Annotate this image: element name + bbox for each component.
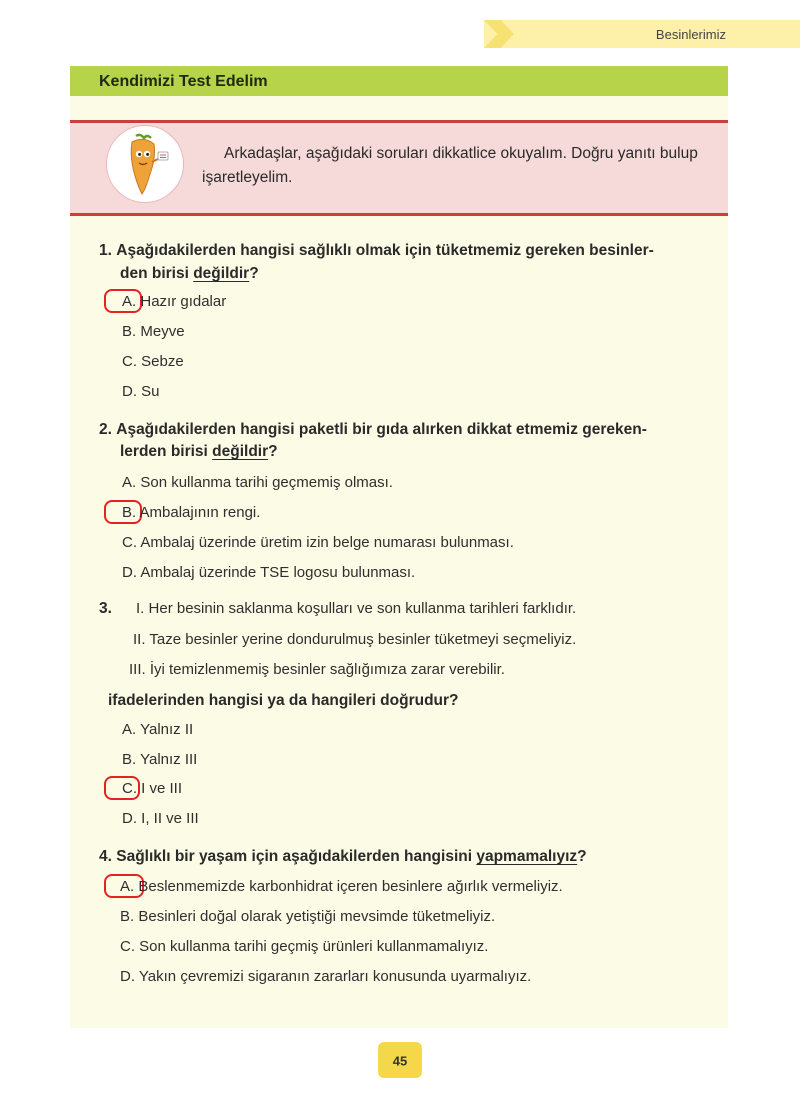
question-emphasis: değildir <box>212 443 269 460</box>
question-4 <box>99 848 587 866</box>
question-3-number <box>99 600 112 618</box>
option-label: C. <box>122 353 137 370</box>
statement-text: Taze besinler yerine dondurulmuş besinler tüketmeyi seçmeliyiz. <box>149 631 577 648</box>
option-text: Beslenmemizde karbonhidrat içeren besinlere ağırlık vermeliyiz. <box>138 878 563 895</box>
question-emphasis: yapmamalıyız <box>476 848 578 865</box>
question-text: Aşağıdakilerden hangisi sağlıklı olmak için tüketmemiz gereken besinler- <box>116 242 654 259</box>
intro-text-content: Arkadaşlar, aşağıdaki soruları dikkatlice okuyalım. Doğru yanıtı bulup işaretleyelim. <box>202 145 698 186</box>
question-number: 4. <box>99 848 112 865</box>
option-2c[interactable] <box>122 534 514 551</box>
question-2-line-2 <box>120 443 278 461</box>
option-label: D. <box>122 810 137 827</box>
option-text: Yalnız III <box>140 751 198 768</box>
question-number: 2. <box>99 421 112 438</box>
carrot-mascot-icon <box>122 132 170 196</box>
option-label: B. <box>122 751 137 768</box>
statement-2 <box>133 631 576 648</box>
option-text: I ve III <box>141 780 183 797</box>
option-4a[interactable] <box>120 878 563 895</box>
option-text: Ambalajının rengi. <box>139 504 261 521</box>
option-text: Su <box>141 383 160 400</box>
statement-numeral: II. <box>133 631 146 648</box>
question-text-part: den birisi <box>120 265 194 282</box>
option-4b[interactable] <box>120 908 495 925</box>
statement-text: İyi temizlenmemiş besinler sağlığımıza zarar verebilir. <box>149 661 505 678</box>
statement-text: Her besinin saklanma koşulları ve son kullanma tarihleri farklıdır. <box>148 600 577 617</box>
option-text: Besinleri doğal olarak yetiştiği mevsimde tüketmeliyiz. <box>138 908 496 925</box>
question-1-line-2 <box>120 265 259 283</box>
statement-3 <box>129 661 505 678</box>
option-text: Yakın çevremizi sigaranın zararları konusunda uyarmalıyız. <box>138 968 532 985</box>
option-label: B. <box>122 323 137 340</box>
option-label: D. <box>120 968 135 985</box>
option-text: Sebze <box>141 353 184 370</box>
option-2d[interactable] <box>122 564 415 581</box>
option-label: D. <box>122 564 137 581</box>
option-4c[interactable] <box>120 938 488 955</box>
option-3a[interactable] <box>122 721 193 738</box>
option-label: C. <box>120 938 135 955</box>
option-3d[interactable] <box>122 810 199 827</box>
option-1c[interactable] <box>122 353 184 370</box>
question-1 <box>99 242 654 260</box>
statement-numeral: III. <box>129 661 146 678</box>
option-label: B. <box>120 908 135 925</box>
statement-1 <box>136 600 576 617</box>
question-text: ifadelerinden hangisi ya da hangileri doğrudur? <box>108 692 459 709</box>
chapter-title: Besinlerimiz <box>655 27 726 42</box>
question-number: 3. <box>99 600 112 617</box>
statement-numeral: I. <box>136 600 145 617</box>
option-2b[interactable] <box>122 504 260 521</box>
option-3b[interactable] <box>122 751 197 768</box>
option-1a[interactable] <box>122 293 226 310</box>
option-text: Son kullanma tarihi geçmiş ürünleri kullanmamalıyız. <box>139 938 489 955</box>
option-text: Meyve <box>140 323 185 340</box>
question-number: 1. <box>99 242 112 259</box>
page-number: 45 <box>392 1053 408 1069</box>
option-text: Hazır gıdalar <box>140 293 227 310</box>
option-text: I, II ve III <box>141 810 199 827</box>
option-1b[interactable] <box>122 323 185 340</box>
option-text: Ambalaj üzerinde TSE logosu bulunması. <box>140 564 416 581</box>
option-text: Ambalaj üzerinde üretim izin belge numarası bulunması. <box>140 534 514 551</box>
question-text-part: ? <box>577 848 587 865</box>
question-2 <box>99 421 647 439</box>
question-text: Sağlıklı bir yaşam için aşağıdakilerden hangisini <box>116 848 477 865</box>
option-label: A. <box>122 474 137 491</box>
question-3-stem <box>108 692 459 710</box>
question-text-part: ? <box>249 265 259 282</box>
option-label: A. <box>120 878 135 895</box>
option-label: B. <box>122 504 137 521</box>
option-3c[interactable] <box>122 780 182 797</box>
option-4d[interactable] <box>120 968 531 985</box>
question-text-part: ? <box>268 443 278 460</box>
question-text-part: lerden birisi <box>120 443 213 460</box>
option-2a[interactable] <box>122 474 393 491</box>
option-label: A. <box>122 721 137 738</box>
chapter-header <box>484 20 800 48</box>
intro-text <box>202 142 712 190</box>
option-label: D. <box>122 383 137 400</box>
option-text: Yalnız II <box>140 721 194 738</box>
question-text: Aşağıdakilerden hangisi paketli bir gıda alırken dikkat etmemiz gereken- <box>116 421 647 438</box>
option-label: C. <box>122 780 137 797</box>
option-text: Son kullanma tarihi geçmemiş olması. <box>140 474 393 491</box>
option-label: A. <box>122 293 137 310</box>
option-label: C. <box>122 534 137 551</box>
question-emphasis: değildir <box>193 265 250 282</box>
section-title: Kendimizi Test Edelim <box>99 73 268 90</box>
option-1d[interactable] <box>122 383 160 400</box>
